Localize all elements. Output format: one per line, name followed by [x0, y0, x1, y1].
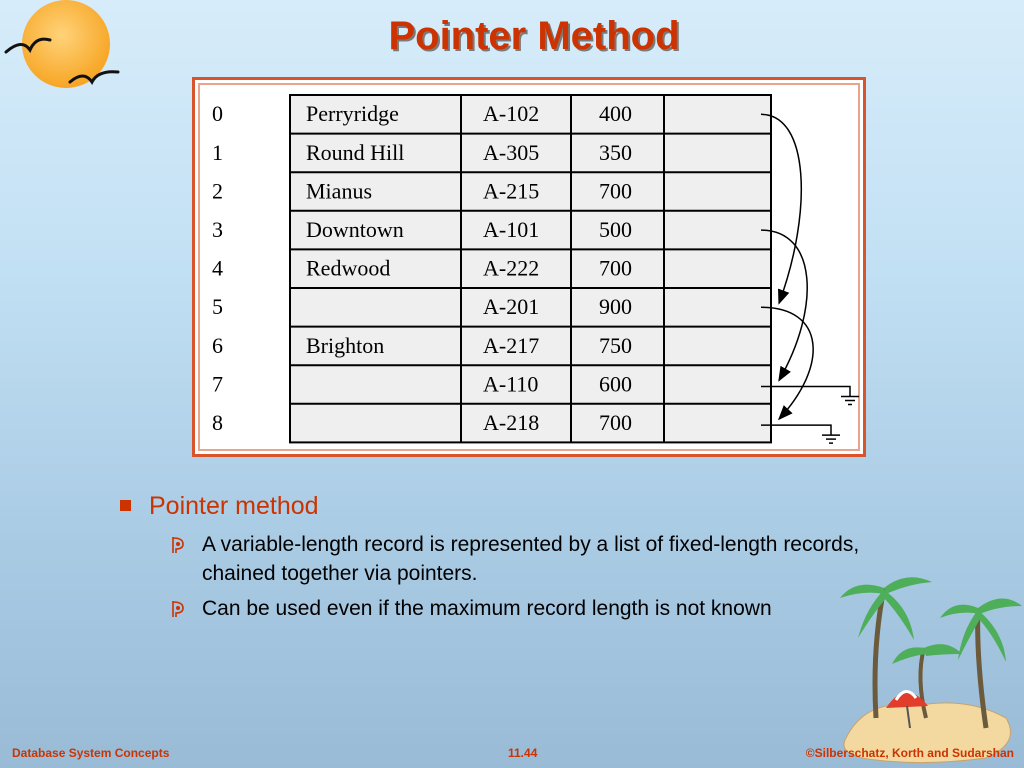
null-pointer-ground-icon — [761, 425, 840, 443]
branch-name-cell: Perryridge — [306, 101, 399, 127]
account-number-cell: A-217 — [483, 332, 540, 358]
page-title: Pointer Method — [388, 14, 680, 58]
record-index: 0 — [212, 101, 223, 127]
footer-copyright: ©Silberschatz, Korth and Sudarshan — [805, 746, 1014, 760]
account-number-cell: A-101 — [483, 217, 540, 243]
bullet-sub-2 — [168, 594, 918, 623]
record-index: 7 — [212, 371, 223, 397]
record-index: 4 — [212, 255, 223, 281]
account-number-cell: A-215 — [483, 178, 540, 204]
palm-island-icon — [836, 568, 1024, 768]
balance-cell: 700 — [599, 410, 632, 436]
balance-cell: 500 — [599, 217, 632, 243]
bullet-main-text: Pointer method — [149, 492, 319, 520]
account-number-cell: A-201 — [483, 294, 540, 320]
figure-inner — [198, 83, 860, 451]
record-index: 3 — [212, 217, 223, 243]
record-index: 8 — [212, 410, 223, 436]
balance-cell: 700 — [599, 178, 632, 204]
footer-left: Database System Concepts — [12, 746, 170, 760]
balance-cell: 350 — [599, 139, 632, 165]
bullet-sub-1 — [168, 530, 918, 588]
balance-cell: 900 — [599, 294, 632, 320]
branch-name-cell: Brighton — [306, 332, 385, 358]
account-number-cell: A-305 — [483, 139, 540, 165]
record-index: 6 — [212, 332, 223, 358]
bullet-sub-2-text: Can be used even if the maximum record length is not known — [202, 597, 772, 620]
branch-name-cell: Mianus — [306, 178, 372, 204]
bullet-main — [118, 488, 918, 524]
square-bullet-icon — [120, 500, 131, 511]
account-number-cell: A-218 — [483, 410, 540, 436]
balance-cell: 600 — [599, 371, 632, 397]
record-index: 2 — [212, 178, 223, 204]
footer-page-number: 11.44 — [508, 746, 538, 760]
account-number-cell: A-222 — [483, 255, 540, 281]
bullet-list — [118, 488, 918, 623]
branch-name-cell: Round Hill — [306, 139, 405, 165]
record-index: 1 — [212, 139, 223, 165]
account-number-cell: A-102 — [483, 101, 540, 127]
null-pointer-ground-icon — [761, 387, 859, 405]
record-index: 5 — [212, 294, 223, 320]
bullet-sub-1-text: A variable-length record is represented by a list of fixed-length records, chained together via pointers. — [202, 533, 860, 585]
account-number-cell: A-110 — [483, 371, 539, 397]
pointer-bullet-icon — [170, 536, 186, 554]
balance-cell: 700 — [599, 255, 632, 281]
balance-cell: 400 — [599, 101, 632, 127]
pointer-method-figure — [200, 85, 864, 455]
branch-name-cell: Redwood — [306, 255, 391, 281]
figure-frame — [192, 77, 866, 457]
pointer-bullet-icon — [170, 600, 186, 618]
balance-cell: 750 — [599, 332, 632, 358]
branch-name-cell: Downtown — [306, 217, 404, 243]
